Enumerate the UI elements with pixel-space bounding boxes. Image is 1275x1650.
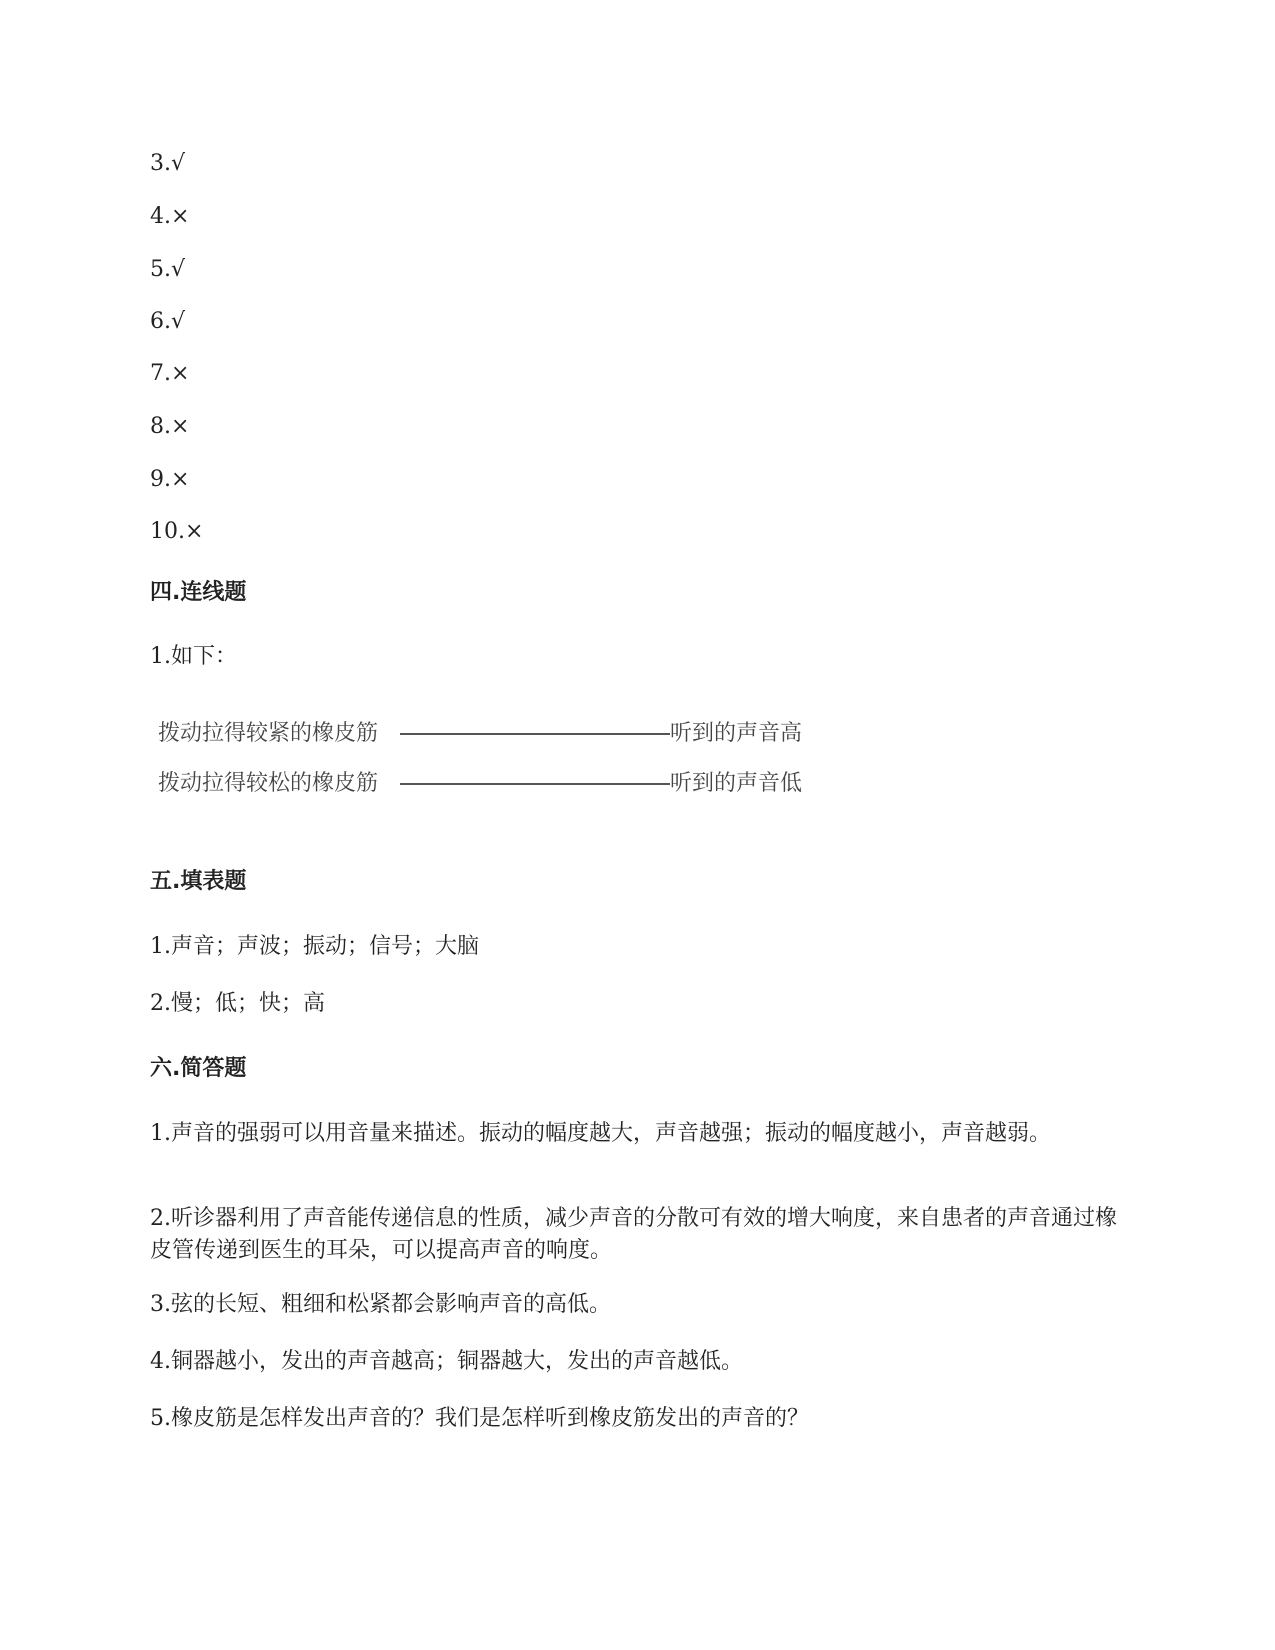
match-left-1: 拨动拉得较紧的橡皮筋 [158, 721, 379, 746]
section-6-title: 六.简答题 [150, 1056, 247, 1081]
tf-answer-6: 6.√ [150, 309, 186, 334]
tf-answer-10: 10.× [150, 519, 204, 544]
section-5-item-1: 1.声音；声波；振动；信号；大脑 [150, 934, 479, 959]
tf-answer-9: 9.× [150, 467, 190, 492]
section-4-title: 四.连线题 [150, 580, 247, 605]
tf-answer-4: 4.× [150, 204, 190, 229]
match-left-2: 拨动拉得较松的橡皮筋 [158, 771, 379, 796]
tf-answer-7: 7.× [150, 361, 190, 386]
section-6-item-3: 3.弦的长短、粗细和松紧都会影响声音的高低。 [150, 1292, 611, 1317]
section-6-item-4: 4.铜器越小，发出的声音越高；铜器越大，发出的声音越低。 [150, 1349, 743, 1374]
match-right-1: 听到的声音高 [670, 721, 803, 746]
section-4-item-1: 1.如下： [150, 644, 237, 669]
match-right-2: 听到的声音低 [670, 771, 803, 796]
tf-answer-8: 8.× [150, 414, 190, 439]
tf-answer-3: 3.√ [150, 151, 186, 176]
tf-answer-5: 5.√ [150, 257, 186, 282]
section-6-item-5: 5.橡皮筋是怎样发出声音的？我们是怎样听到橡皮筋发出的声音的？ [150, 1406, 809, 1431]
section-6-item-2: 2.听诊器利用了声音能传递信息的性质，减少声音的分散可有效的增大响度，来自患者的声音通过橡皮管传递到医生的耳朵，可以提高声音的响度。 [150, 1206, 1117, 1263]
section-5-item-2: 2.慢；低；快；高 [150, 991, 325, 1016]
section-6-item-1: 1.声音的强弱可以用音量来描述。振动的幅度越大，声音越强；振动的幅度越小，声音越弱。 [150, 1121, 1051, 1146]
section-5-title: 五.填表题 [150, 869, 247, 894]
matching-diagram [150, 718, 830, 818]
